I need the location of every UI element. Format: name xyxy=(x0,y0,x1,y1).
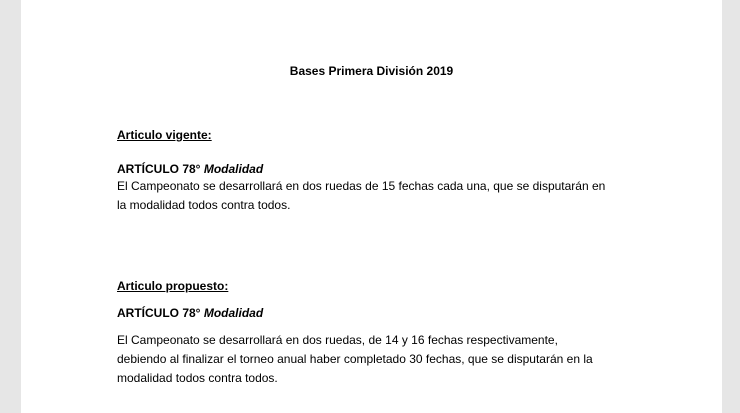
proposed-text-line: modalidad todos contra todos. xyxy=(117,371,278,385)
document-title: Bases Primera División 2019 xyxy=(289,64,454,78)
current-text-line: la modalidad todos contra todos. xyxy=(117,198,291,212)
current-article-heading xyxy=(117,161,263,177)
proposed-article-subtitle: Modalidad xyxy=(203,306,264,320)
document-page xyxy=(21,0,722,413)
current-text-line: El Campeonato se desarrollará en dos ruedas de 15 fechas cada una, que se disputarán en xyxy=(117,179,606,193)
proposed-article-text xyxy=(117,331,637,388)
current-article-label: Articulo vigente: xyxy=(117,128,212,142)
current-article-subtitle: Modalidad xyxy=(203,162,264,176)
proposed-text-line: debiendo al finalizar el torneo anual haber completado 30 fechas, que se disputarán en la xyxy=(117,352,593,366)
proposed-article-heading xyxy=(117,305,263,321)
proposed-article-label: Articulo propuesto: xyxy=(117,279,229,293)
proposed-article-number: ARTÍCULO 78° xyxy=(117,306,201,320)
proposed-text-line: El Campeonato se desarrollará en dos ruedas, de 14 y 16 fechas respectivamente, xyxy=(117,333,558,347)
current-article-text xyxy=(117,177,637,215)
current-article-number: ARTÍCULO 78° xyxy=(117,162,201,176)
